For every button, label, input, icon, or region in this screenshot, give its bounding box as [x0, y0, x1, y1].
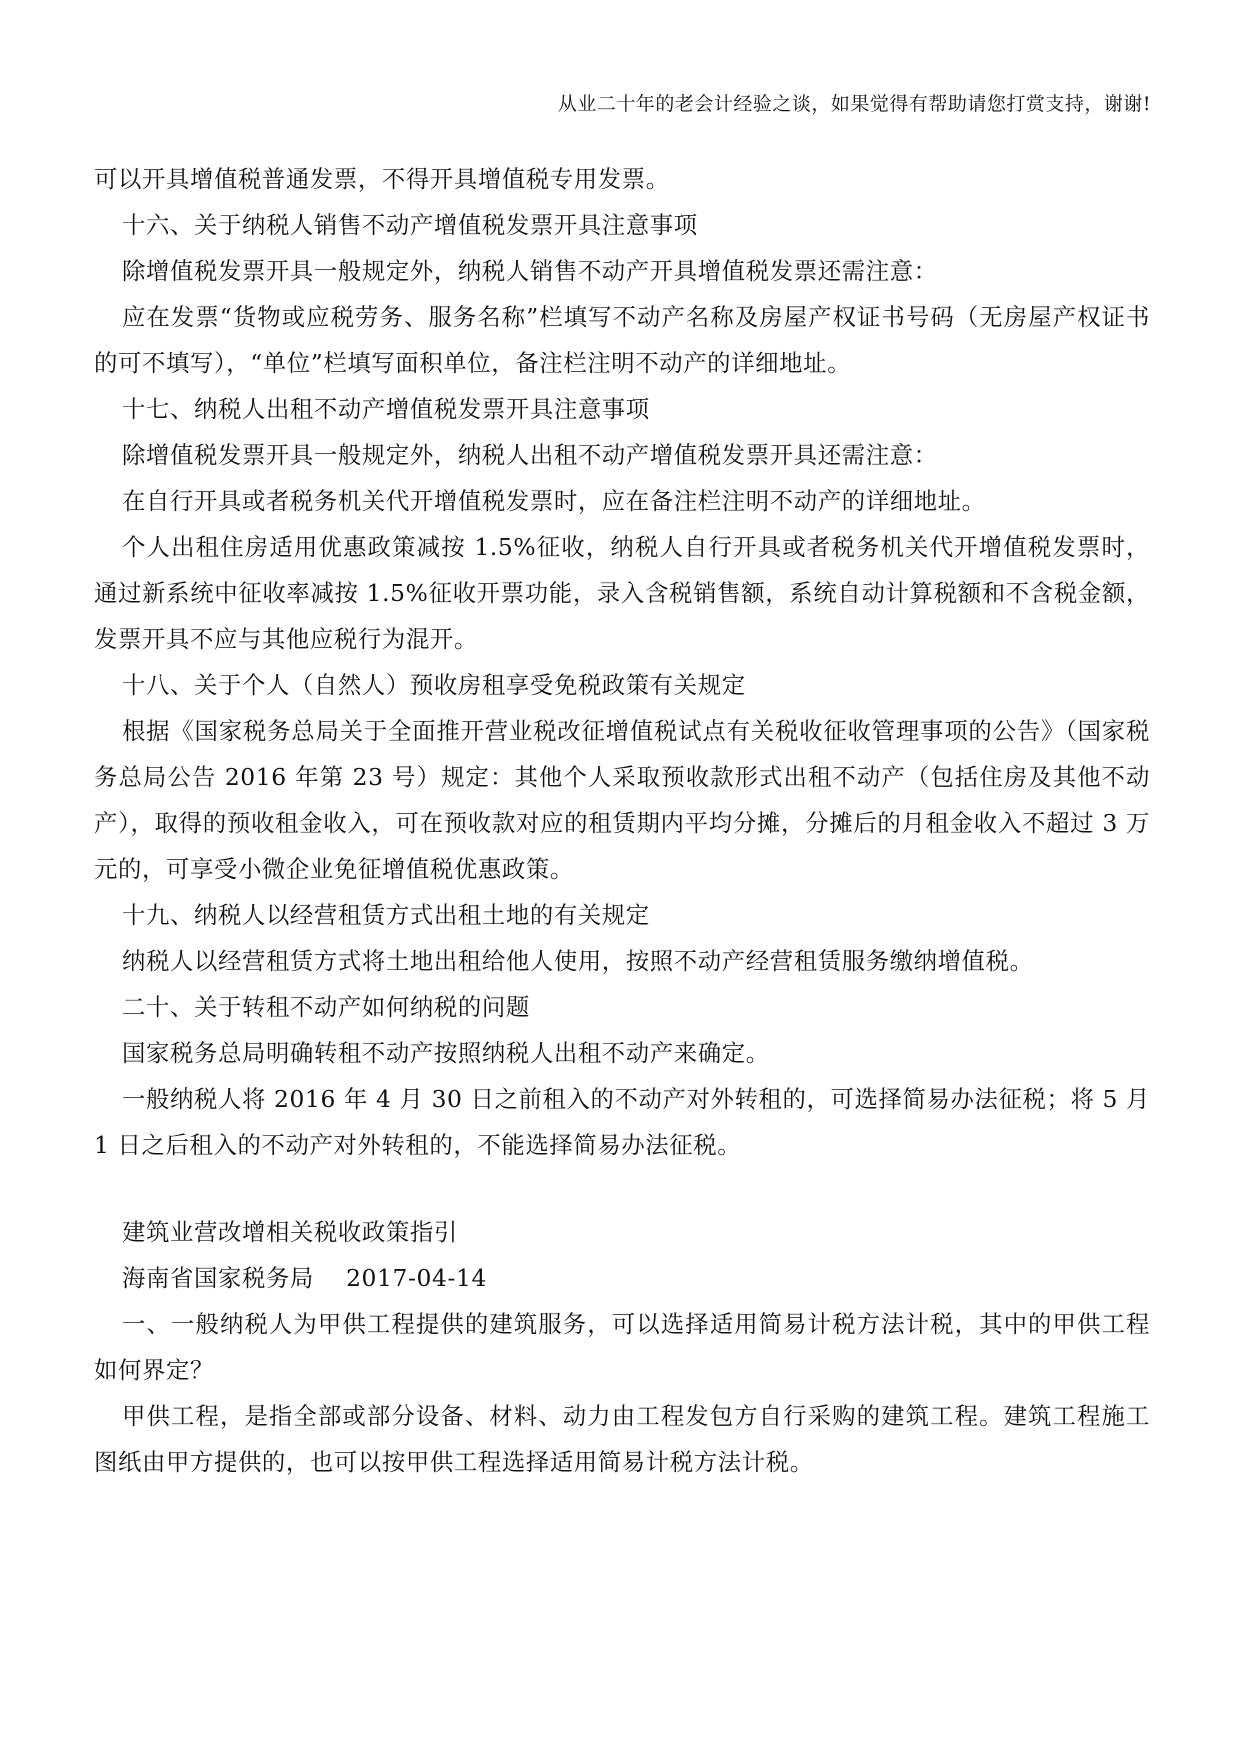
section-heading: 二十、关于转租不动产如何纳税的问题 [122, 993, 530, 1021]
paragraph: 除增值税发票开具一般规定外，纳税人销售不动产开具增值税发票还需注意： [122, 257, 938, 285]
paragraph: 国家税务总局明确转租不动产按照纳税人出租不动产来确定。 [122, 1039, 770, 1067]
paragraph: 个人出租住房适用优惠政策减按 1.5%征收，纳税人自行开具或者税务机关代开增值税发票时，通过新系统中征收率减按 1.5%征收开票功能，录入含税销售额，系统自动计算税额和不含税金额，发票开具不应与其他应税行为混开。 [94, 533, 1150, 653]
article-title: 建筑业营改增相关税收政策指引 [122, 1218, 458, 1246]
section-heading: 十九、纳税人以经营租赁方式出租土地的有关规定 [122, 901, 650, 929]
section-heading: 十六、关于纳税人销售不动产增值税发票开具注意事项 [122, 211, 698, 239]
page-header: 从业二十年的老会计经验之谈，如果觉得有帮助请您打赏支持，谢谢! [557, 93, 1151, 115]
paragraph: 一般纳税人将 2016 年 4 月 30 日之前租入的不动产对外转租的，可选择简易办法征税；将 5 月 1 日之后租入的不动产对外转租的，不能选择简易办法征税。 [94, 1085, 1150, 1159]
question-paragraph: 一、一般纳税人为甲供工程提供的建筑服务，可以选择适用简易计税方法计税，其中的甲供工程如何界定？ [94, 1310, 1150, 1384]
article-source-date: 海南省国家税务局 2017-04-14 [122, 1264, 487, 1292]
paragraph: 可以开具增值税普通发票，不得开具增值税专用发票。 [94, 165, 670, 193]
document-body [94, 156, 1150, 1485]
paragraph: 根据《国家税务总局关于全面推开营业税改征增值税试点有关税收征收管理事项的公告》（国家税务总局公告 2016 年第 23 号）规定：其他个人采取预收款形式出租不动产（包括住房及其他不动产），取得的预收租金收入，可在预收款对应的租赁期内平均分摊，分摊后的月租金收入不超过 3 万元的，可享受小微企业免征增值税优惠政策。 [94, 717, 1150, 883]
section-heading: 十七、纳税人出租不动产增值税发票开具注意事项 [122, 395, 650, 423]
answer-paragraph: 甲供工程，是指全部或部分设备、材料、动力由工程发包方自行采购的建筑工程。建筑工程施工图纸由甲方提供的，也可以按甲供工程选择适用简易计税方法计税。 [94, 1402, 1150, 1476]
paragraph: 除增值税发票开具一般规定外，纳税人出租不动产增值税发票开具还需注意： [122, 441, 938, 469]
paragraph: 纳税人以经营租赁方式将土地出租给他人使用，按照不动产经营租赁服务缴纳增值税。 [122, 947, 1034, 975]
section-spacer [94, 1168, 1150, 1209]
section-heading: 十八、关于个人（自然人）预收房租享受免税政策有关规定 [122, 671, 746, 699]
paragraph: 应在发票“货物或应税劳务、服务名称”栏填写不动产名称及房屋产权证书号码（无房屋产权证书的可不填写），“单位”栏填写面积单位，备注栏注明不动产的详细地址。 [94, 303, 1150, 377]
paragraph: 在自行开具或者税务机关代开增值税发票时，应在备注栏注明不动产的详细地址。 [122, 487, 986, 515]
